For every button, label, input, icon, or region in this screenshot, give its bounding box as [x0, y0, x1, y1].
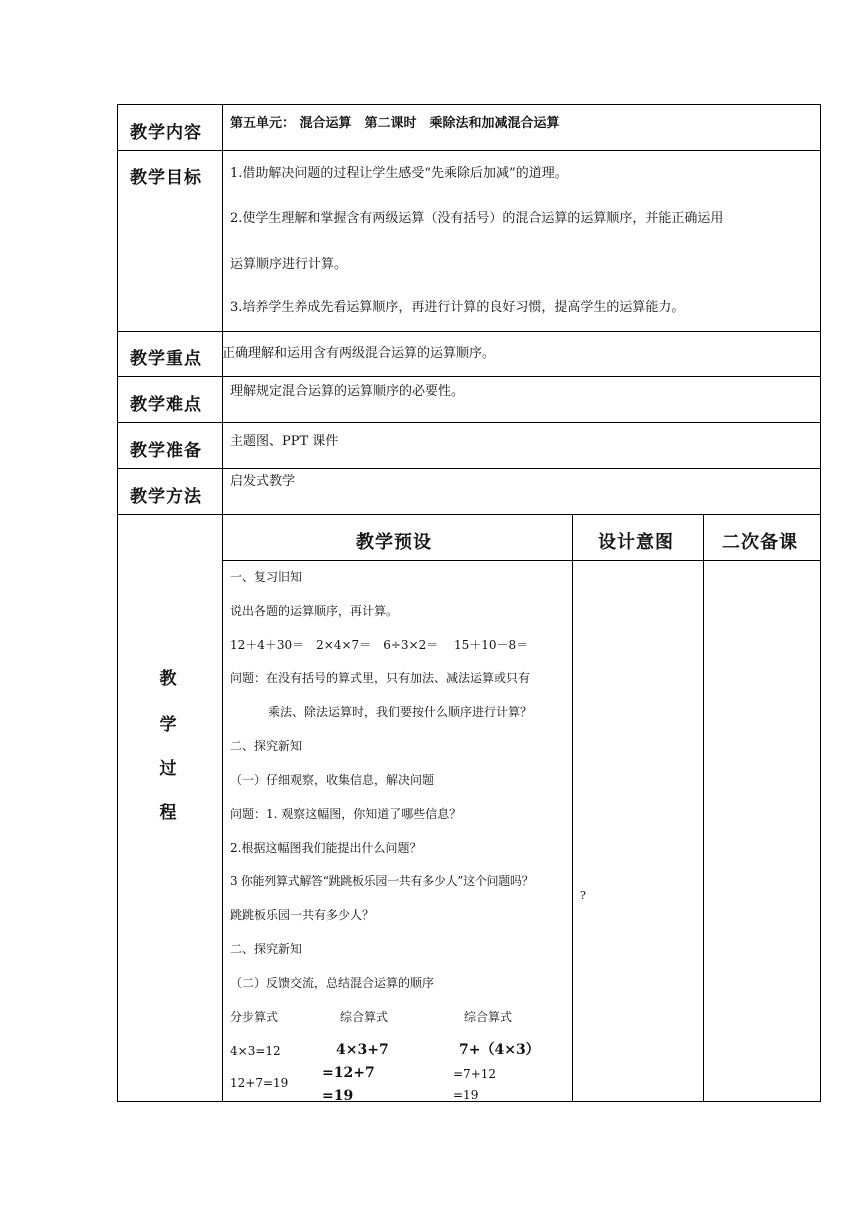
label-method: 教学方法	[130, 487, 202, 507]
rule	[820, 104, 821, 1102]
intent-text: ?	[580, 889, 586, 902]
process-label-char: 过	[159, 759, 177, 779]
process-line: 12＋4＋30＝ 2×4×7＝ 6÷3×2＝ 15＋10－8＝	[230, 638, 529, 652]
method-text: 启发式教学	[230, 474, 296, 489]
process-label-char: 学	[159, 715, 177, 735]
process-label-char: 程	[159, 803, 177, 823]
calc-step: 12+7=19	[230, 1076, 289, 1090]
process-line: 问题：在没有括号的算式里，只有加法、减法运算或只有	[230, 671, 531, 685]
label-key-point: 教学重点	[130, 349, 202, 369]
difficulty-text: 理解规定混合运算的运算顺序的必要性。	[230, 384, 465, 399]
calc-combined-line: =7+12	[453, 1067, 497, 1081]
header-plan: 教学预设	[356, 532, 432, 553]
goal-item: 2.使学生理解和掌握含有两级运算（没有括号）的混合运算的运算顺序，并能正确运用	[230, 211, 724, 226]
label-difficulty: 教学难点	[130, 395, 202, 415]
calc-combined-line: =19	[453, 1088, 479, 1102]
process-line: （二）反馈交流，总结混合运算的顺序	[230, 976, 435, 990]
process-line: 2.根据这幅图我们能提出什么问题？	[230, 841, 422, 855]
calc-header-combined: 综合算式	[464, 1010, 513, 1024]
goal-item: 3.培养学生养成先看运算顺序，再进行计算的良好习惯，提高学生的运算能力。	[230, 300, 685, 315]
calc-combined-line: =12+7	[322, 1065, 375, 1081]
process-line: 一、复习旧知	[230, 570, 303, 584]
calc-step: 4×3=12	[230, 1044, 281, 1058]
rule	[222, 560, 821, 561]
process-line: （一）仔细观察，收集信息，解决问题	[230, 773, 435, 787]
header-second-prep: 二次备课	[722, 532, 798, 553]
content-text: 第五单元： 混合运算 第二课时 乘除法和加减混合运算	[230, 116, 560, 131]
rule	[572, 514, 573, 1102]
process-line: 说出各题的运算顺序，再计算。	[230, 604, 399, 618]
rule	[222, 104, 223, 1102]
key-point-text: 正确理解和运用含有两级混合运算的运算顺序。	[222, 346, 496, 361]
process-line: 二、探究新知	[230, 942, 303, 956]
goal-item: 1.借助解决问题的过程让学生感受“先乘除后加减”的道理。	[230, 166, 568, 181]
calc-header-step: 分步算式	[230, 1010, 279, 1024]
process-line: 3 你能列算式解答“跳跳板乐园一共有多少人”这个问题吗？	[230, 874, 534, 888]
preparation-text: 主题图、PPT 课件	[230, 434, 339, 449]
label-teaching-content: 教学内容	[130, 123, 202, 143]
process-line: 跳跳板乐园一共有多少人？	[230, 908, 375, 922]
calc-combined-line: =19	[322, 1088, 354, 1104]
calc-combined-line: 7+（4×3）	[459, 1042, 540, 1058]
calc-header-combined: 综合算式	[340, 1010, 389, 1024]
process-line: 问题：1. 观察这幅图，你知道了哪些信息？	[230, 807, 462, 821]
process-label-char: 教	[159, 669, 177, 689]
label-preparation: 教学准备	[130, 441, 202, 461]
goal-item: 运算顺序进行计算。	[230, 257, 348, 272]
calc-combined-line: 4×3+7	[336, 1042, 389, 1058]
header-intent: 设计意图	[598, 532, 674, 553]
process-line: 二、探究新知	[230, 739, 303, 753]
process-line: 乘法、除法运算时，我们要按什么顺序进行计算？	[268, 705, 533, 719]
label-teaching-goals: 教学目标	[130, 168, 202, 188]
rule	[703, 514, 704, 1102]
rule	[117, 104, 118, 1102]
